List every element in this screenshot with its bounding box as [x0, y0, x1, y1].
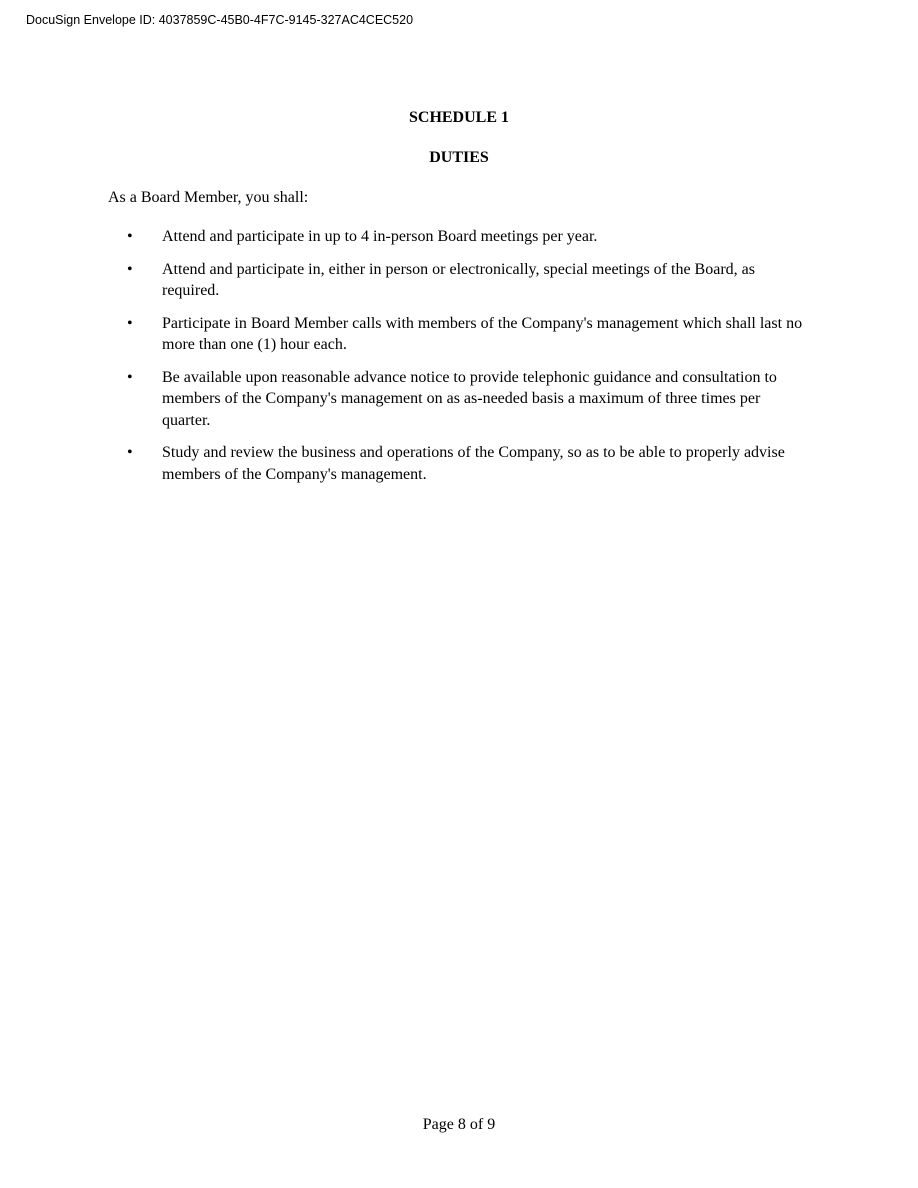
duty-item [0, 226, 812, 248]
duty-item [0, 367, 812, 432]
bullet-icon: • [127, 314, 133, 332]
duty-text: Participate in Board Member calls with members of the Company's management which shall last no more than one (1) hour each. [162, 314, 803, 353]
duty-item [0, 313, 812, 356]
duty-text: Attend and participate in up to 4 in-person Board meetings per year. [162, 228, 598, 245]
duty-text: Attend and participate in, either in person or electronically, special meetings of the Board, as required. [162, 260, 755, 299]
schedule-title: SCHEDULE 1 [408, 109, 510, 126]
bullet-icon: • [127, 444, 133, 461]
bullet-icon: • [127, 260, 133, 278]
section-title: DUTIES [429, 149, 489, 166]
bullet-icon: • [127, 368, 133, 386]
duty-item [0, 442, 812, 485]
docusign-envelope-id: DocuSign Envelope ID: 4037859C-45B0-4F7C-9145-327AC4CEC520 [26, 13, 414, 27]
duty-text: Study and review the business and operations of the Company, so as to be able to properly advise members of the Company's management. [162, 444, 785, 483]
duty-text: Be available upon reasonable advance notice to provide telephonic guidance and consultation to members of the Company's management on as as-needed basis a maximum of three times per quarter. [162, 368, 777, 429]
intro-text: As a Board Member, you shall: [108, 189, 309, 206]
bullet-icon: • [127, 228, 133, 245]
page-number: Page 8 of 9 [422, 1116, 496, 1133]
duty-item [0, 259, 812, 302]
duties-list [0, 226, 918, 496]
